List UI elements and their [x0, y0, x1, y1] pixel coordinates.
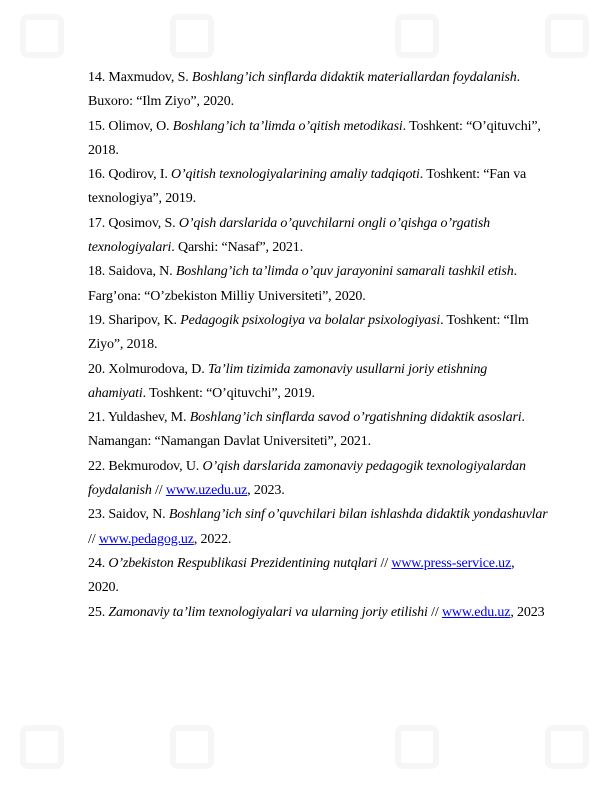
watermark-logo: [170, 725, 214, 769]
ref-separator: //: [151, 483, 166, 499]
ref-title: Ta’lim tizimida zamonaviy usullarni joriy etishning ahamiyati: [88, 361, 488, 401]
ref-title: Zamonaviy ta’lim texnologiyalari va ularning joriy etilishi: [108, 604, 428, 620]
ref-year: , 2023.: [247, 483, 285, 499]
ref-number: 17.: [88, 215, 106, 231]
ref-number: 14.: [88, 70, 106, 85]
ref-author: Saidov, N.: [108, 507, 166, 523]
watermark-logo: [545, 14, 589, 58]
ref-publisher: . Toshkent: “Ilm Ziyo”, 2018.: [88, 312, 529, 353]
watermark-logo: [20, 14, 64, 58]
ref-year: , 2020.: [88, 555, 515, 596]
ref-number: 16.: [88, 167, 106, 183]
watermark-logo: [170, 14, 214, 58]
ref-author: Olimov, O.: [108, 118, 170, 134]
ref-author: Yuldashev, M.: [107, 410, 187, 426]
ref-link[interactable]: www.press-service.uz: [391, 555, 512, 571]
ref-number: 25.: [88, 604, 106, 620]
ref-title: Boshlang’ich ta’limda o’qitish metodikasi: [172, 118, 403, 134]
ref-number: 19.: [88, 312, 106, 328]
ref-publisher: . Buxoro: “Ilm Ziyo”, 2020.: [88, 70, 520, 110]
ref-publisher: . Toshkent: “Fan va texnologiya”, 2019.: [88, 167, 527, 207]
ref-title: Boshlang’ich sinflarda savod o’rgatishning didaktik asoslari: [189, 410, 522, 426]
ref-title: O’zbekiston Respublikasi Prezidentining nutqlari: [108, 555, 378, 571]
watermark-logo: [395, 14, 439, 58]
reference-item: [88, 115, 548, 164]
ref-separator: //: [88, 531, 99, 547]
ref-title: O’qish darslarida zamonaviy pedagogik texnologiyalardan foydalanish: [88, 458, 526, 499]
ref-title: Boshlang’ich ta’limda o’quv jarayonini samarali tashkil etish: [175, 264, 514, 280]
ref-publisher: . Namangan: “Namangan Davlat Universiteti”, 2021.: [88, 410, 525, 450]
ref-link[interactable]: www.pedagog.uz: [98, 531, 194, 547]
ref-year: , 2022.: [193, 531, 232, 547]
ref-publisher: . Qarshi: “Nasaf”, 2021.: [171, 240, 303, 256]
ref-separator: //: [427, 604, 442, 620]
ref-number: 20.: [88, 361, 106, 377]
ref-number: 22.: [88, 458, 106, 474]
reference-item: [88, 455, 548, 504]
ref-title: Boshlang’ich sinflarda didaktik materiallardan foydalanish: [191, 70, 517, 85]
ref-publisher: . Toshkent: “O’qituvchi”, 2018.: [88, 118, 541, 158]
ref-author: Qodirov, I.: [108, 167, 168, 183]
ref-link[interactable]: www.uzedu.uz: [165, 483, 248, 499]
ref-title: O’qitish texnologiyalarining amaliy tadqiqoti: [171, 167, 420, 183]
ref-publisher: . Farg’ona: “O’zbekiston Milliy Universiteti”, 2020.: [88, 264, 517, 304]
reference-item: [88, 212, 548, 261]
ref-link[interactable]: www.edu.uz: [441, 604, 511, 620]
ref-title: O’qish darslarida o’quvchilarni ongli o’qishga o’rgatish texnologiyalari: [88, 215, 490, 256]
reference-item: [88, 163, 548, 212]
ref-author: Bekmurodov, U.: [108, 458, 200, 474]
ref-year: , 2023: [510, 604, 545, 620]
ref-number: 18.: [88, 264, 106, 280]
watermark-logo: [545, 725, 589, 769]
ref-author: Xolmurodova, D.: [108, 361, 205, 377]
reference-item: [88, 503, 548, 552]
ref-number: 24.: [88, 555, 106, 571]
ref-author: Maxmudov, S.: [108, 70, 189, 85]
watermark-logo: [20, 725, 64, 769]
reference-item: [88, 309, 548, 358]
ref-separator: //: [377, 555, 392, 571]
ref-title: Pedagogik psixologiya va bolalar psixologiyasi: [180, 312, 441, 328]
ref-number: 21.: [88, 410, 106, 426]
reference-item: [88, 406, 548, 455]
ref-author: Qosimov, S.: [108, 215, 176, 231]
watermark-logo: [395, 725, 439, 769]
reference-item: [88, 601, 548, 625]
reference-item: [88, 260, 548, 309]
ref-title: Boshlang’ich sinf o’quvchilari bilan ishlashda didaktik yondashuvlar: [168, 507, 548, 523]
reference-item: [88, 358, 548, 407]
ref-number: 15.: [88, 118, 106, 134]
ref-number: 23.: [88, 507, 106, 523]
ref-author: Saidova, N.: [108, 264, 173, 280]
ref-publisher: . Toshkent: “O’qituvchi”, 2019.: [142, 385, 315, 401]
reference-item: [88, 552, 548, 601]
reference-list: [88, 66, 548, 625]
reference-item: [88, 66, 548, 115]
ref-author: Sharipov, K.: [108, 312, 177, 328]
